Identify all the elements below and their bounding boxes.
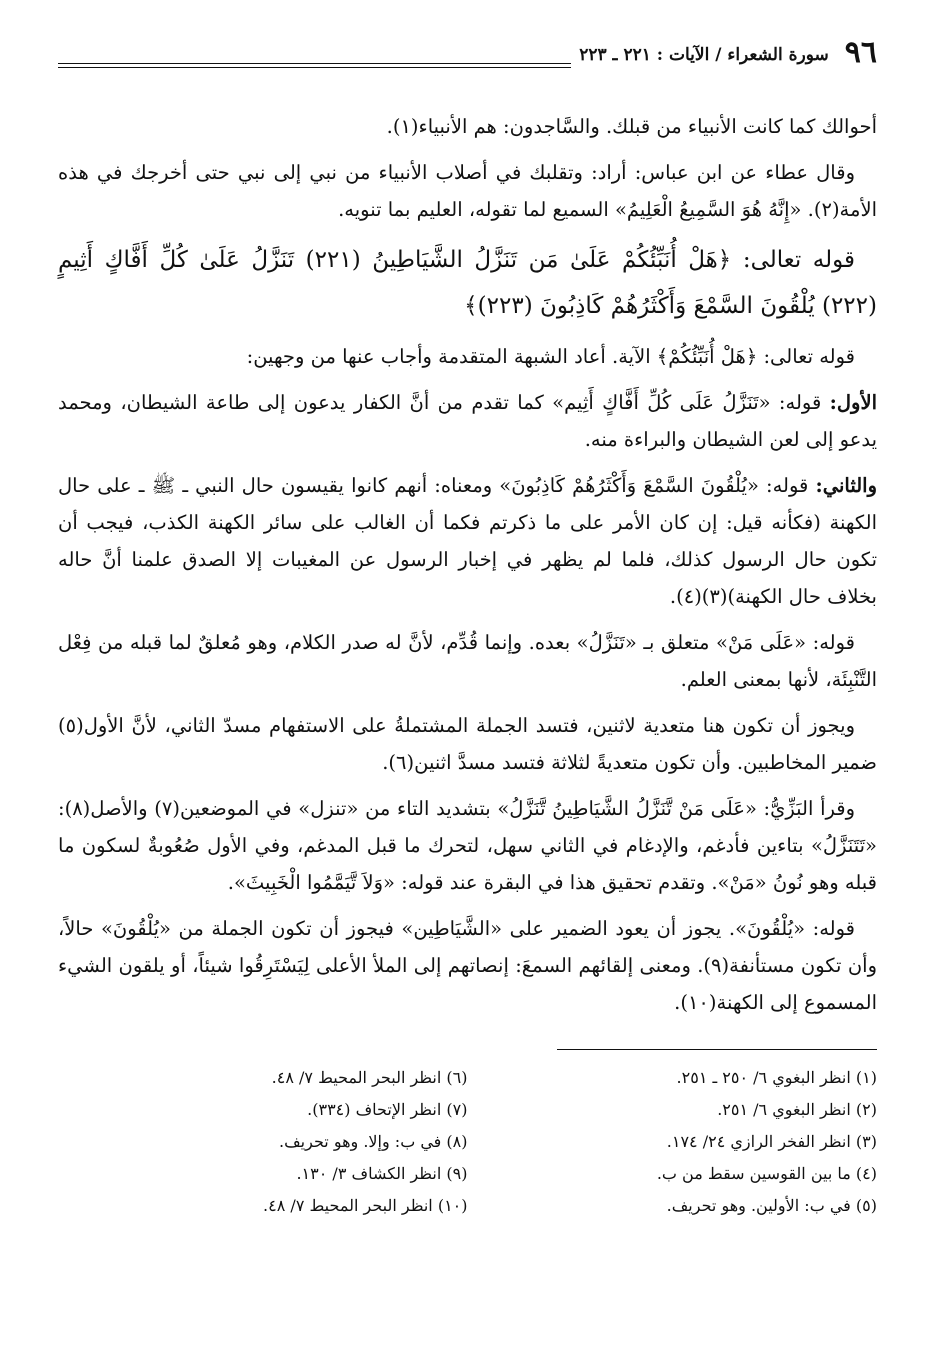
page-number: ٩٦	[844, 35, 877, 70]
running-title: سورة الشعراء / الآيات : ٢٢١ ـ ٢٢٣	[579, 45, 829, 65]
footnote: (٩) انظر الكشاف ٣/ ١٣٠.	[296, 1164, 468, 1183]
footnote: (٦) انظر البحر المحيط ٧/ ٤٨.	[271, 1068, 468, 1087]
paragraph: أحوالك كما كانت الأنبياء من قبلك. والسَّاجدون: هم الأنبياء(١).	[386, 115, 877, 138]
footnote: (٢) انظر البغوي ٦/ ٢٥١.	[717, 1100, 877, 1119]
footnote-separator	[557, 1049, 877, 1050]
paragraph-lead: الأول:	[829, 391, 877, 414]
footnote: (١٠) انظر البحر المحيط ٧/ ٤٨.	[263, 1196, 468, 1215]
footnote: (٨) في ب: وإلا. وهو تحريف.	[279, 1132, 468, 1151]
footnote: (٣) انظر الفخر الرازي ٢٤/ ١٧٤.	[666, 1132, 877, 1151]
paragraph: وقرأ البَزِّيُّ: «عَلَى مَنْ تَّنَزَّلُ الشَّيَاطِينُ تَّنَزَّلُ» بتشديد التاء من «تنزل» في الموضعين(٧) والأصل(٨): «تَتَنَزَّلُ» بتاءين فأدغم، والإدغام في الثاني سهل، لتحرك ما قبل المدغم، وفي الأول صُعُوبةٌ لسكون ما قبله وهو نُونُ «مَنْ». وتقدم تحقيق هذا في البقرة عند قوله: «وَلاَ تَّيَمَّمُوا الْخَبِيثَ».	[58, 797, 877, 894]
main-text	[58, 108, 877, 1021]
page-header	[58, 30, 877, 68]
footnote: (١) انظر البغوي ٦/ ٢٥٠ ـ ٢٥١.	[676, 1068, 877, 1087]
header-rule	[58, 30, 579, 68]
footnote: (٤) ما بين القوسين سقط من ب.	[656, 1164, 877, 1183]
paragraph: الأول: قوله: «تَنَزَّلُ عَلَى كُلِّ أَفَّاكٍ أَثِيم» كما تقدم من أنَّ الكفار يدعون إلى طاعة الشيطان، ومحمد يدعو إلى لعن الشيطان والبراءة منه.	[58, 391, 877, 451]
footnotes-left-column	[58, 1062, 468, 1222]
footnotes	[58, 1062, 877, 1222]
paragraph: قوله: «يُلْقُونَ». يجوز أن يعود الضمير على «الشَّيَاطِين» فيجوز أن تكون الجملة من «يُلْقُونَ» حالاً، وأن تكون مستأنفة(٩). ومعنى إلقائهم السمعَ: إنصاتهم إلى الملأ الأعلى لِيَسْتَرِقُوا شيئاً، أو يلقون الشيء المسموع إلى الكهنة(١٠).	[58, 917, 877, 1014]
footnote: (٥) في ب: الأولين. وهو تحريف.	[666, 1196, 877, 1215]
footnote: (٧) انظر الإتحاف (٣٣٤).	[307, 1100, 468, 1119]
quranic-verse: قوله تعالى: ﴿هَلْ أُنَبِّئُكُمْ عَلَىٰ مَن تَنَزَّلُ الشَّيَاطِينُ (٢٢١) تَنَزَّلُ عَلَىٰ كُلِّ أَفَّاكٍ أَثِيمٍ (٢٢٢) يُلْقُونَ السَّمْعَ وَأَكْثَرُهُمْ كَاذِبُونَ (٢٢٣)﴾	[58, 247, 877, 319]
paragraph: وقال عطاء عن ابن عباس: أراد: وتقلبك في أصلاب الأنبياء من نبي إلى نبي حتى أخرجك في هذه الأمة(٢). «إِنَّهُ هُوَ السَّمِيعُ الْعَلِيمُ» السميع لما تقوله، العليم بما تنويه.	[58, 161, 877, 221]
paragraph: قوله: «عَلَى مَنْ» متعلق بـ «تَنَزَّلُ» بعده. وإنما قُدِّم، لأنَّ له صدر الكلام، وهو مُعلقٌ لما قبله من فِعْل التَّنْبِئَة، لأنها بمعنى العلم.	[58, 631, 877, 691]
book-page	[58, 30, 877, 1222]
paragraph: ويجوز أن تكون هنا متعدية لاثنين، فتسد الجملة المشتملةُ على الاستفهام مسدّ الثاني، لأنَّ الأول(٥) ضمير المخاطبين. وأن تكون متعديةً لثلاثة فتسد مسدَّ اثنين(٦).	[58, 714, 877, 774]
paragraph-lead: والثاني:	[815, 474, 877, 497]
footnotes-right-column	[468, 1062, 878, 1222]
paragraph: والثاني: قوله: «يُلْقُونَ السَّمْعَ وَأَكْثَرُهُمْ كَاذِبُونَ» ومعناه: أنهم كانوا يقيسون حال النبي ـ ﷺ ـ على حال الكهنة (فكأنه قيل: إن كان الأمر على ما ذكرتم فكما أن الغالب على سائر الكهنة الكذب، فيجب أن تكون حال الرسول كذلك، فلما لم يظهر في إخبار الرسول عن المغيبات إلا الصدق علمنا أنَّ حاله بخلاف حال الكهنة)(٣)(٤).	[58, 474, 877, 608]
paragraph: قوله تعالى: ﴿هَلْ أُنَبِّئُكُمْ﴾ الآية. أعاد الشبهة المتقدمة وأجاب عنها من وجهين:	[246, 345, 855, 368]
